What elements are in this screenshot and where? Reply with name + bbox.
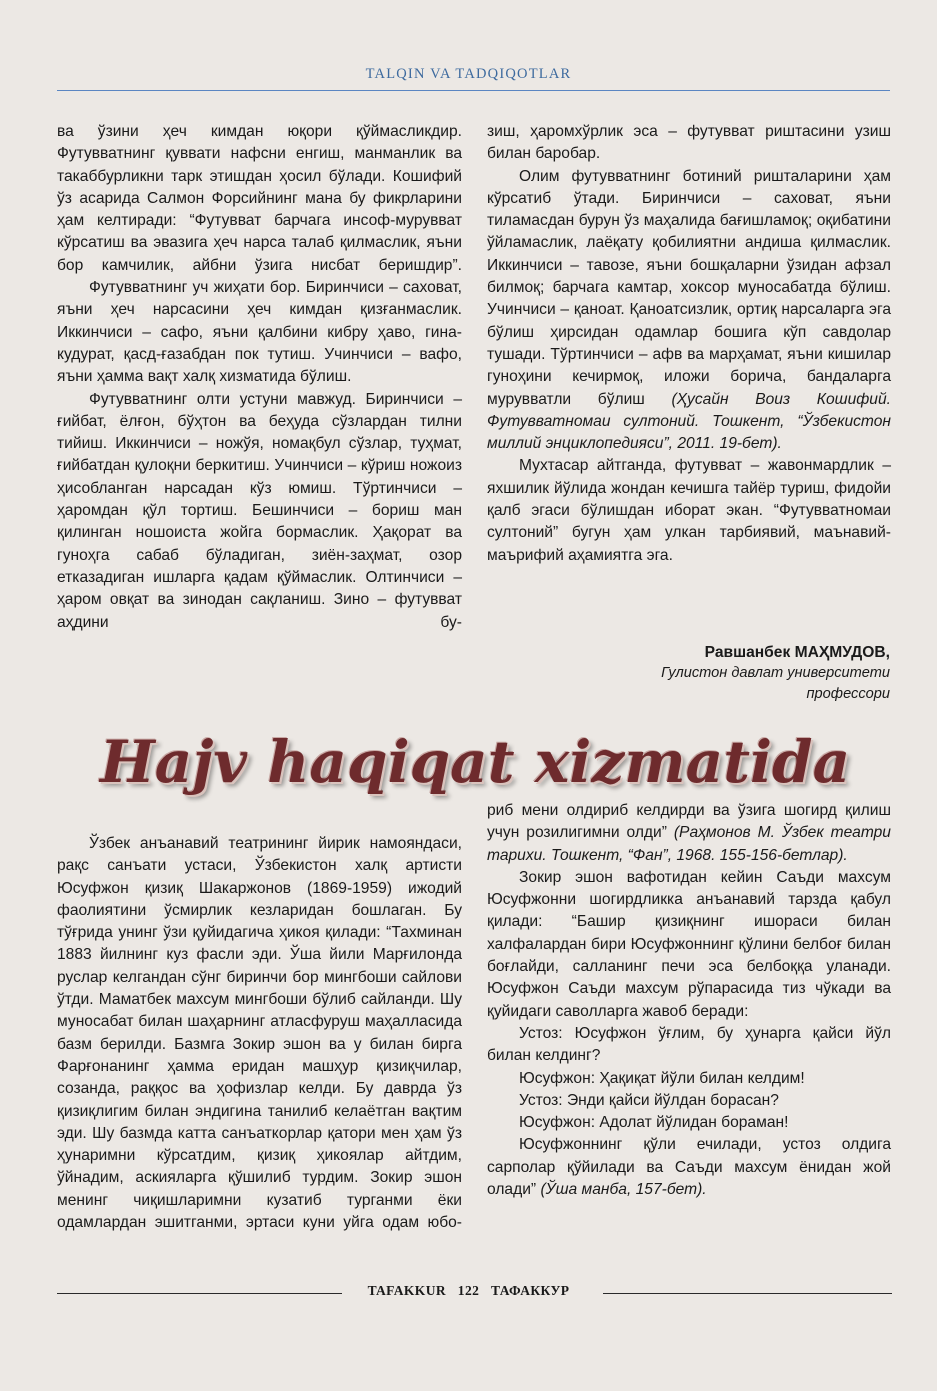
author-affiliation: Гулистон давлат университети bbox=[661, 665, 890, 681]
footer-journal-cyrillic: ТАФАККУР bbox=[491, 1283, 570, 1298]
paragraph-text: риб мени олдириб келдирди ва ўзига шогирд қилиш учун розилигимни олди” bbox=[487, 802, 891, 842]
author-name: Равшанбек МАҲМУДОВ, bbox=[704, 644, 890, 661]
paragraph: ва ўзини ҳеч кимдан юқори қўймасликдир. Футувватнинг қуввати нафсни енгиш, манманлик ва такаббурликни тарк этишдан ҳосил бўлади. Кошифий ўз асарида Салмон Форсийнинг мана бу фикрларини ҳам келтиради: “Футувват барчага инсоф-мурувват кўрсатиш ва эвазига ҳеч нарса талаб қилмаслик, яъни бор камчилик, айбни ўзига нисбат беришдир”. bbox=[57, 123, 462, 274]
footer-journal-latin: TAFAKKUR bbox=[367, 1283, 447, 1298]
footer bbox=[0, 1283, 937, 1299]
citation: (Раҳмонов М. Ўзбек театри тарихи. Тошкент, “Фан”, 1968. 155-156-бетлар). bbox=[487, 824, 891, 864]
dialogue-line: Юсуфжон: Ҳақиқат йўли билан келдим! bbox=[519, 1069, 805, 1087]
paragraph: зиш, ҳаромхўрлик эса – футувват риштасини узиш билан баробар. bbox=[487, 123, 891, 163]
paragraph bbox=[487, 166, 891, 456]
article1-column-right bbox=[487, 121, 891, 567]
paragraph bbox=[487, 800, 891, 867]
article2-column-left bbox=[57, 833, 462, 1234]
author-position: профессори bbox=[806, 686, 890, 702]
article-headline: Hajv haqiqat xizmatida bbox=[100, 728, 851, 796]
author-signature bbox=[661, 642, 890, 705]
citation: (Ҳусайн Воиз Кошифий. Футувватномаи султоний. Тошкент, “Ўзбекистон миллий энциклопедияси”, 2011. 19-бет). bbox=[487, 390, 891, 453]
paragraph bbox=[487, 1134, 891, 1201]
article1-column-left bbox=[57, 121, 462, 634]
paragraph: Мухтасар айтганда, футувват – жавонмардлик – яхшилик йўлида жондан кечишга тайёр туриш, фидойи қалб эгаси бўлишдан иборат экан. “Футувватномаи султоний” бугун ҳам улкан тарбиявий, маънавий-маърифий аҳамиятга эга. bbox=[487, 457, 891, 564]
header-rule bbox=[57, 90, 890, 91]
dialogue-line: Устоз: Энди қайси йўлдан борасан? bbox=[519, 1091, 779, 1109]
paragraph-text: Олим футувватнинг ботиний ришталарини ҳам кўрсатиб ўтади. Биринчиси – саховат, яъни тиламасдан бурун ўз маҳалида бағишламоқ; оқибатини ўйламаслик, лаёқату қобилиятни андиша қилмаслик. Иккинчиси – тавозе, яъни бошқаларни ўзидан афзал билмоқ; барчага камтар, хоксор муносабатда бўлиш. Учинчиси – қаноат. Қаноатсизлик, ортиқ нарсаларга эга бўлиш ҳирсидан одамлар бошига кўп савдолар тушади. Тўртинчиси – афв ва марҳамат, яъни кишилар гуноҳини кечирмоқ, иложи борича, бандаларга мурувватли бўлиш bbox=[487, 167, 891, 408]
running-header: TALQIN VA TADQIQOTLAR bbox=[365, 66, 572, 82]
paragraph-text: Юсуфжоннинг қўли ечилади, устоз олдига сарполар қўйилади ва Саъди махсум ёнидан жой олади” bbox=[487, 1136, 891, 1199]
paragraph: Футувватнинг уч жиҳати бор. Биринчиси – саховат, яъни ҳеч нарсасини ҳеч кимдан қизғанмаслик. Иккинчиси – сафо, яъни қалбини кибру ҳаво, гина-кудурат, қасд-ғазабдан пок тутиш. Учинчиси – вафо, яъни ҳамма вақт халқ хизматида бўлиш. bbox=[57, 279, 462, 386]
paragraph: Зокир эшон вафотидан кейин Саъди махсум Юсуфжонни шогирдликка анъанавий тарзда қабул қилади: “Башир қизиқнинг ишораси билан халфалардан бири Юсуфжоннинг қўлини белбоғ билан боғлайди, салланинг печи эса белбоққа уланади. Юсуфжон Саъди махсум рўпарасида тиз чўкади ва қуйидаги саволларга жавоб беради: bbox=[487, 868, 891, 1020]
paragraph: Ўзбек анъанавий театрининг йирик намояндаси, рақс санъати устаси, Ўзбекистон халқ артисти Юсуфжон қизиқ Шакаржонов (1869-1959) ижодий фаолиятини ўсмирлик кезларидан бошлаган. Бу тўғрида унинг ўзи қуйидагича ҳикоя қилади: “Тахминан 1883 йилнинг куз фасли эди. Ўша йили Марғилонда руслар келгандан сўнг биринчи бор мингбоши сайлови ўтди. Маматбек махсум мингбоши бўлиб сайланди. Шу муносабат билан шаҳарнинг атласфуруш маҳалласида базм берилди. Базмга Зокир эшон ва у билан бирга Фарғонанинг ҳамма еридан машҳур қизиқчилар, созанда, раққос ва ҳофизлар келди. Бу даврда ўз қизиқлигим билан эндигина танилиб келаётган вақтим эди. Шу базмда катта санъаткорлар қатори мен ҳам ўз ҳунаримни кўрсатдим, қизиқ ҳикоялар айтдим, ўйнадим, аскияларга қўшилиб турдим. Зокир эшон менинг чиқишларимни кузатиб турганми ёки одамлардан эшитганми, эртаси куни уйга одам юбо- bbox=[57, 835, 462, 1232]
dialogue-line: Юсуфжон: Адолат йўлидан бораман! bbox=[519, 1114, 789, 1132]
article2-column-right bbox=[487, 800, 891, 1201]
citation: (Ўша манба, 157-бет). bbox=[540, 1181, 707, 1199]
dialogue-line: Устоз: Юсуфжон ўғлим, бу ҳунарга қайси йўл билан келдинг? bbox=[487, 1024, 891, 1065]
page-number: 122 bbox=[457, 1283, 480, 1298]
paragraph: Футувватнинг олти устуни мавжуд. Биринчиси – ғийбат, ёлғон, бўҳтон ва беҳуда сўзлардан тилни тийиш. Иккинчиси – ножўя, номақбул сўзлар, туҳмат, ғийбатдан қулоқни беркитиш. Учинчиси – кўриш ножоиз ҳисобланган нарсадан кўз юмиш. Тўртинчиси – ҳаромдан қўл тортиш. Бешинчиси – бориш ман қилинган ношоиста жойга бормаслик. Ҳақорат ва гуноҳга сабаб бўладиган, зиён-заҳмат, озор етказадиган ишларга қадам қўймаслик. Олтинчиси – ҳаром овқат ва зинодан сақланиш. Зино – футувват аҳдини бу- bbox=[57, 390, 462, 631]
